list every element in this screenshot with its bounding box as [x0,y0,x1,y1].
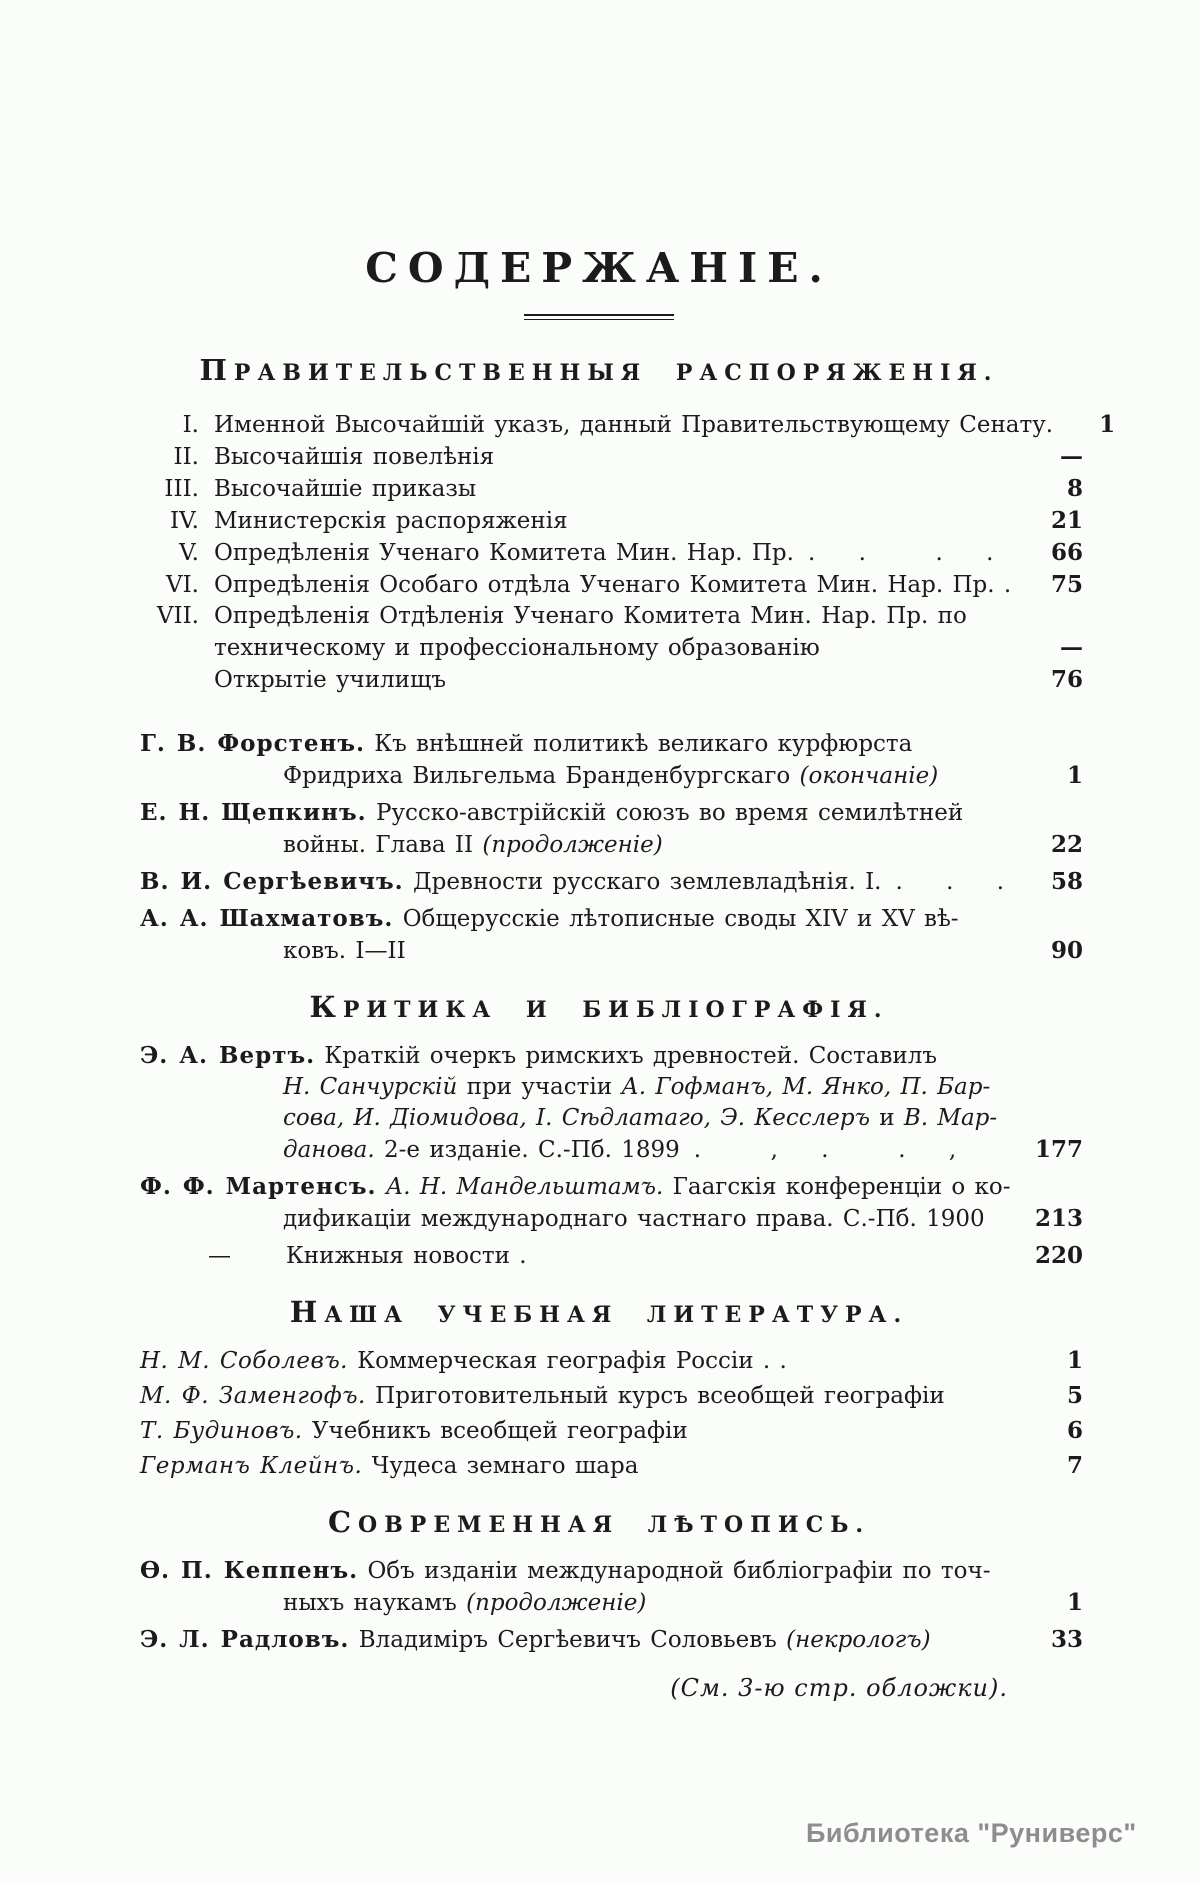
text-run: Учебникъ всеобщей географіи [302,1418,688,1444]
toc-entry [115,1240,1083,1272]
text-run: А. Н. Мандельштамъ. [385,1174,664,1200]
toc-line [115,1624,1083,1656]
text-run: Приготовительный курсъ всеобщей географіи [365,1383,945,1409]
page-number: 5 [1066,1382,1083,1409]
toc-line [115,760,1083,792]
page-number: 90 [1050,937,1083,964]
item-number: II. [173,444,199,470]
toc-entry [115,409,1116,441]
text-run: А. А. Шахматовъ. [140,905,394,932]
toc-entry [115,797,1083,861]
entry-text [115,1555,1021,1587]
page-number: 1 [1066,1589,1083,1616]
page-title: СОДЕРЖАНІЕ. [365,244,833,292]
entry-text [115,866,1021,898]
toc-entry [115,601,1083,664]
text-run: Общерусскіе лѣтописные своды XIV и XV вѣ- [393,906,959,932]
toc-line [115,664,1083,696]
toc-entry [115,441,1083,473]
text-run: Т. Будиновъ. [140,1418,303,1444]
text-run: Ф. Ф. Мартенсъ. [140,1173,377,1200]
text-run: Коммерческая географія Россіи . . [347,1348,787,1374]
toc [115,353,1116,1656]
toc-line [115,632,1083,664]
page-number: 1 [1066,1347,1083,1374]
toc-line [115,866,1083,898]
text-run: Э. Л. Радловъ. [140,1626,350,1653]
entry-text [115,1135,1021,1166]
title-rule [524,314,674,320]
page-number: 7 [1066,1452,1083,1479]
entry-text [115,1241,1021,1272]
toc-entry [115,1040,1083,1166]
text-run: . . . . [807,540,1011,566]
item-number: V. [179,540,199,566]
page-number: 177 [1034,1136,1083,1163]
text-run: Опредѣленія Особаго отдѣла Ученаго Комитета Мин. Нар. Пр. . [214,572,1012,598]
page-number: 66 [1050,539,1083,566]
entry-text [115,1588,1021,1619]
toc-entry [115,537,1083,569]
toc-line [115,1171,1083,1203]
text-run [377,1174,386,1200]
text-run: Опредѣленія Отдѣленія Ученаго Комитета Мин. Нар. Пр. по [214,603,967,629]
toc-line [115,903,1083,935]
entry-text [115,1451,1021,1482]
toc-line [115,797,1083,829]
text-run: Е. Н. Щепкинъ. [140,799,367,826]
entry-text [115,1204,1021,1235]
page-number: — [1060,443,1083,470]
entry-text [115,761,1021,792]
text-run: Владиміръ Сергѣевичъ Соловьевъ [349,1627,787,1653]
text-run: Книжныя новости . [286,1243,527,1269]
entry-text [115,1072,1021,1103]
entry-text [115,1171,1021,1203]
toc-entry [115,866,1083,898]
toc-line [115,1134,1083,1166]
item-number: IV. [170,508,199,534]
text-run: Гаагскія конференціи о ко- [663,1174,1011,1200]
toc-line [115,569,1083,601]
page-number: 58 [1051,868,1084,895]
toc-section-chronicle [115,1505,1083,1656]
page-number: 8 [1066,475,1083,502]
entry-text [214,601,1021,632]
item-number: I. [182,412,199,438]
entry-text [214,474,1021,505]
text-run: В. И. Сергѣевичъ. [140,868,404,895]
toc-section-gov-orders [115,353,1116,696]
watermark: Библиотека "Руниверс" [806,1818,1137,1848]
entry-text [115,1346,1021,1377]
section-heading: СОВРЕМЕННАЯ ЛѢТОПИСЬ. [327,1505,871,1539]
text-run: Опредѣленія Ученаго Комитета Мин. Нар. Пр. [214,540,794,566]
entry-text [115,830,1021,861]
page-number: 1 [1099,411,1116,438]
entry-text [115,1103,1021,1134]
toc-entry [115,1624,1083,1656]
text-run: Германъ Клейнъ. [140,1453,363,1479]
toc-line [115,1555,1083,1587]
toc-line [115,1203,1083,1235]
text-run: Открытіе училищъ [214,667,447,693]
toc-line [115,1415,1083,1447]
toc-section-articles [115,728,1083,967]
toc-entry [115,728,1083,792]
toc-entry [115,1380,1083,1412]
toc-entry [115,473,1083,505]
text-run: (продолженіе) [482,832,663,858]
text-run: Къ внѣшней политикѣ великаго курфюрста [364,731,913,757]
toc-line [115,505,1083,537]
text-run: ныхъ наукамъ [283,1590,467,1616]
text-run: Фридриха Вильгельма Бранденбургскаго [283,763,800,789]
entry-text [115,1416,1021,1447]
text-run: данова. [283,1137,375,1163]
entry-text [214,506,1021,537]
text-run: М. Ф. Заменгофъ. [140,1383,366,1409]
entry-text [115,797,1021,829]
text-run: (окончаніе) [799,763,939,789]
text-run: Н. М. Соболевъ. [140,1348,348,1374]
toc-line [115,1072,1083,1103]
text-run: (продолженіе) [466,1590,647,1616]
toc-line [115,601,1083,632]
text-run: (некрологъ) [786,1627,931,1653]
section-heading: КРИТИКА И БИБЛІОГРАФІЯ. [309,990,889,1024]
text-run: дификаціи международнаго частнаго права. С.-Пб. 1900 [283,1206,985,1232]
page-number: 21 [1050,507,1083,534]
entry-text [115,903,1021,935]
item-number: III. [164,476,199,502]
page-number: 220 [1034,1242,1083,1269]
text-run: . , . . , [693,1137,974,1163]
toc-line [115,1103,1083,1134]
toc-line [115,1450,1083,1482]
entry-text [214,410,1053,441]
toc-line [115,728,1083,760]
text-run: Н. Санчурскій [283,1074,458,1100]
text-run: сова, И. Діомидова, І. Сѣдлатаго, Э. Кесслеръ [283,1105,870,1131]
entry-text [115,665,1021,696]
page-number: 33 [1050,1626,1083,1653]
toc-line [115,1587,1083,1619]
item-number: VII. [156,603,199,629]
toc-line [115,1345,1083,1377]
toc-content [115,0,1116,1702]
page-number: 76 [1050,666,1083,693]
text-run: техническому и профессіональному образованію [214,635,820,661]
toc-section-school-literature [115,1295,1083,1482]
text-run: Русско-австрійскій союзъ во время семилѣтней [366,800,964,826]
text-run: Чудеса земнаго шара [362,1453,639,1479]
entry-text [115,728,1021,760]
toc-line [115,1040,1083,1072]
text-run: Объ изданіи международной библіографіи по точ- [358,1558,991,1584]
entry-text [214,442,1021,473]
toc-entry [115,1450,1083,1482]
text-run: В. Мар- [903,1105,998,1131]
toc-line [115,473,1083,505]
text-run: Ѳ. П. Кеппенъ. [140,1557,359,1584]
text-run: войны. Глава II [283,832,483,858]
page-number: 1 [1066,762,1083,789]
text-run: Министерскія распоряженія [214,508,568,534]
toc-entry [115,1171,1083,1235]
dash: — [208,1243,231,1269]
text-run: Высочайшіе приказы [214,476,477,502]
section-heading: НАША УЧЕБНАЯ ЛИТЕРАТУРА. [289,1295,909,1329]
text-run: ковъ. I—II [283,938,406,964]
page-number: — [1060,634,1083,661]
toc-entry [115,903,1083,967]
text-run: и [869,1105,904,1131]
toc-entry [115,1415,1083,1447]
toc-line [115,1380,1083,1412]
text-run: . . . [895,869,1022,895]
item-number: VI. [165,572,199,598]
page-number: 213 [1034,1205,1083,1232]
entry-text [214,538,1021,569]
text-run: А. Гофманъ, М. Янко, П. Бар- [621,1074,991,1100]
toc-line [115,829,1083,861]
page-number: 22 [1050,831,1083,858]
entry-text [115,1040,1021,1072]
text-run: Высочайшія повелѣнія [214,444,495,470]
cover-note: (См. 3-ю стр. обложки). [670,1674,1008,1702]
section-heading: ПРАВИТЕЛЬСТВЕННЫЯ РАСПОРЯЖЕНІЯ. [199,353,999,387]
entry-text [214,570,1021,601]
entry-text [115,936,1021,967]
text-run: Именной Высочайшій указъ, данный Правительствующему Сенату. [214,412,1054,438]
toc-line [115,537,1083,569]
toc-line [115,441,1083,473]
entry-text [115,633,1021,664]
toc-entry [115,1555,1083,1619]
toc-line [115,935,1083,967]
toc-line [115,409,1116,441]
toc-entry [115,569,1083,601]
toc-entry [115,1345,1083,1377]
toc-section-critique [115,990,1083,1272]
toc-entry [115,664,1083,696]
text-run: Э. А. Вертъ. [140,1042,316,1069]
toc-line [115,1240,1083,1272]
entry-text [115,1624,1021,1656]
page-number: 75 [1050,571,1083,598]
text-run: Древности русскаго землевладѣнія. I. [403,869,882,895]
text-run: при участіи [457,1074,622,1100]
text-run: Г. В. Форстенъ. [140,730,365,757]
page-number: 6 [1066,1417,1083,1444]
text-run: 2-е изданіе. С.-Пб. 1899 [374,1137,680,1163]
toc-entry [115,505,1083,537]
entry-text [115,1381,1021,1412]
text-run: Краткій очеркъ римскихъ древностей. Составилъ [315,1043,937,1069]
